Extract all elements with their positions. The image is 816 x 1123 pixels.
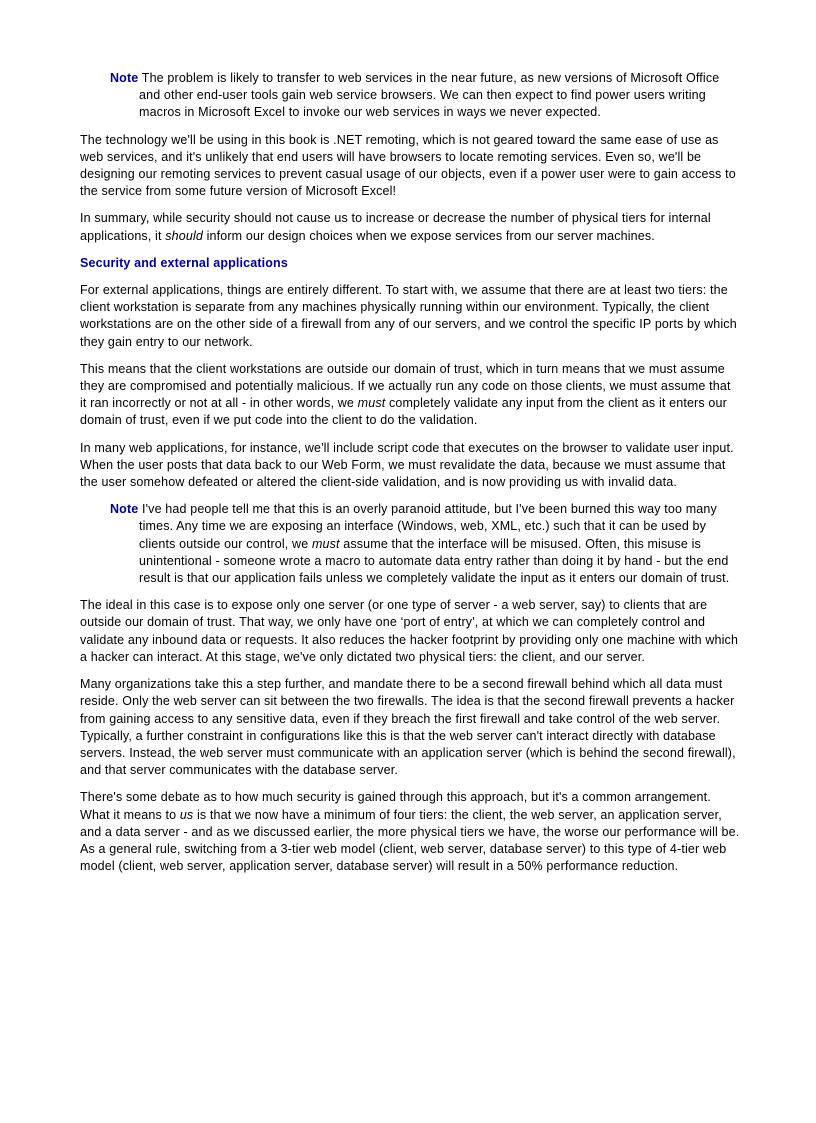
paragraph-8 (80, 789, 740, 875)
note-2-text-a: I've had people tell me that this is an overly paranoid attitude, but I've been burned this way too many times. Any time we are exposing an interface (Windows, web, XML, etc.) such that it can be used by clients outside our control, we (139, 502, 717, 551)
document-page (80, 70, 740, 885)
section-heading: Security and external applications (80, 255, 288, 270)
paragraph-2-text-a: In summary, while security should not cause us to increase or decrease the number of physical tiers for internal applications, it (80, 211, 711, 243)
note-1-text: The problem is likely to transfer to web services in the near future, as new versions of Microsoft Office and other end-user tools gain web service browsers. We can then expect to find power users writing macros in Microsoft Excel to invoke our web services in ways we never expected. (139, 71, 720, 120)
paragraph-4-text-a: This means that the client workstations are outside our domain of trust, which in turn means that we must assume they are compromised and potentially malicious. If we actually run any code on those clients, we must assume that it ran incorrectly or not at all - in other words, we (80, 361, 731, 411)
paragraph-5: In many web applications, for instance, we'll include script code that executes on the browser to validate user input. When the user posts that data back to our Web Form, we must revalidate the data, because we must assume that the user somehow defeated or altered the client-side validation, and is now providing us with invalid data. (80, 440, 734, 490)
paragraph-8-text-a: There's some debate as to how much security is gained through this approach, but it's a common arrangement. What it means to (80, 790, 711, 822)
paragraph-3: For external applications, things are entirely different. To start with, we assume that there are at least two tiers: the client workstation is separate from any machines physically running within our environment. Typically, the client workstations are on the other side of a firewall from any of our servers, and we control the specific IP ports by which they gain entry to our network. (80, 283, 737, 349)
note-2-text-b: assume that the interface will be misused. Often, this misuse is unintentional - someone wrote a macro to automate data entry rather than doing it by hand - but the end result is that our application fails unless we completely validate the input as it enters our domain of trust. (139, 536, 730, 586)
note-label: Note (110, 502, 139, 517)
note-2-emphasis: must (311, 536, 340, 551)
note-1 (110, 70, 740, 122)
paragraph-4-text-b: completely validate any input from the client as it enters our domain of trust, even if we put code into the client to do the validation. (80, 396, 727, 428)
paragraph-6: The ideal in this case is to expose only one server (or one type of server - a web server, say) to clients that are outside our domain of trust. That way, we only have one ‘port of entry', at which we can completely control and validate any inbound data or requests. It also reduces the hacker footprint by providing only one machine with which a hacker can interact. At this stage, we've only dictated two physical tiers: the client, and our server. (80, 598, 739, 664)
paragraph-7: Many organizations take this a step further, and mandate there to be a second firewall behind which all data must reside. Only the web server can sit between the two firewalls. The idea is that the second firewall prevents a hacker from gaining access to any sensitive data, even if they breach the first firewall and take control of the web server. Typically, a further constraint in configurations like this is that the web server can't interact directly with database servers. Instead, the web server must communicate with an application server (which is behind the second firewall), and that server communicates with the database server. (80, 677, 736, 778)
paragraph-2-emphasis: should (165, 228, 203, 243)
paragraph-4-emphasis: must (357, 396, 386, 411)
paragraph-2-text-b: inform our design choices when we expose services from our server machines. (202, 228, 655, 243)
note-label: Note (110, 71, 139, 85)
paragraph-1: The technology we'll be using in this book is .NET remoting, which is not geared toward the same ease of use as web services, and it's unlikely that end users will have browsers to locate remoting services. Even so, we'll be designing our remoting services to prevent casual usage of our objects, even if a power user were to gain access to the service from some future version of Microsoft Excel! (80, 132, 736, 199)
paragraph-2 (80, 210, 740, 244)
paragraph-8-emphasis: us (179, 807, 194, 822)
note-2 (110, 501, 740, 587)
paragraph-8-text-b: is that we now have a minimum of four tiers: the client, the web server, an application server, and a data server - and as we discussed earlier, the more physical tiers we have, the worse our performance will be. As a general rule, switching from a 3-tier web model (client, web server, database server) to this type of 4-tier web model (client, web server, application server, database server) will result in a 50% performance reduction. (80, 807, 740, 874)
paragraph-4 (80, 361, 740, 430)
